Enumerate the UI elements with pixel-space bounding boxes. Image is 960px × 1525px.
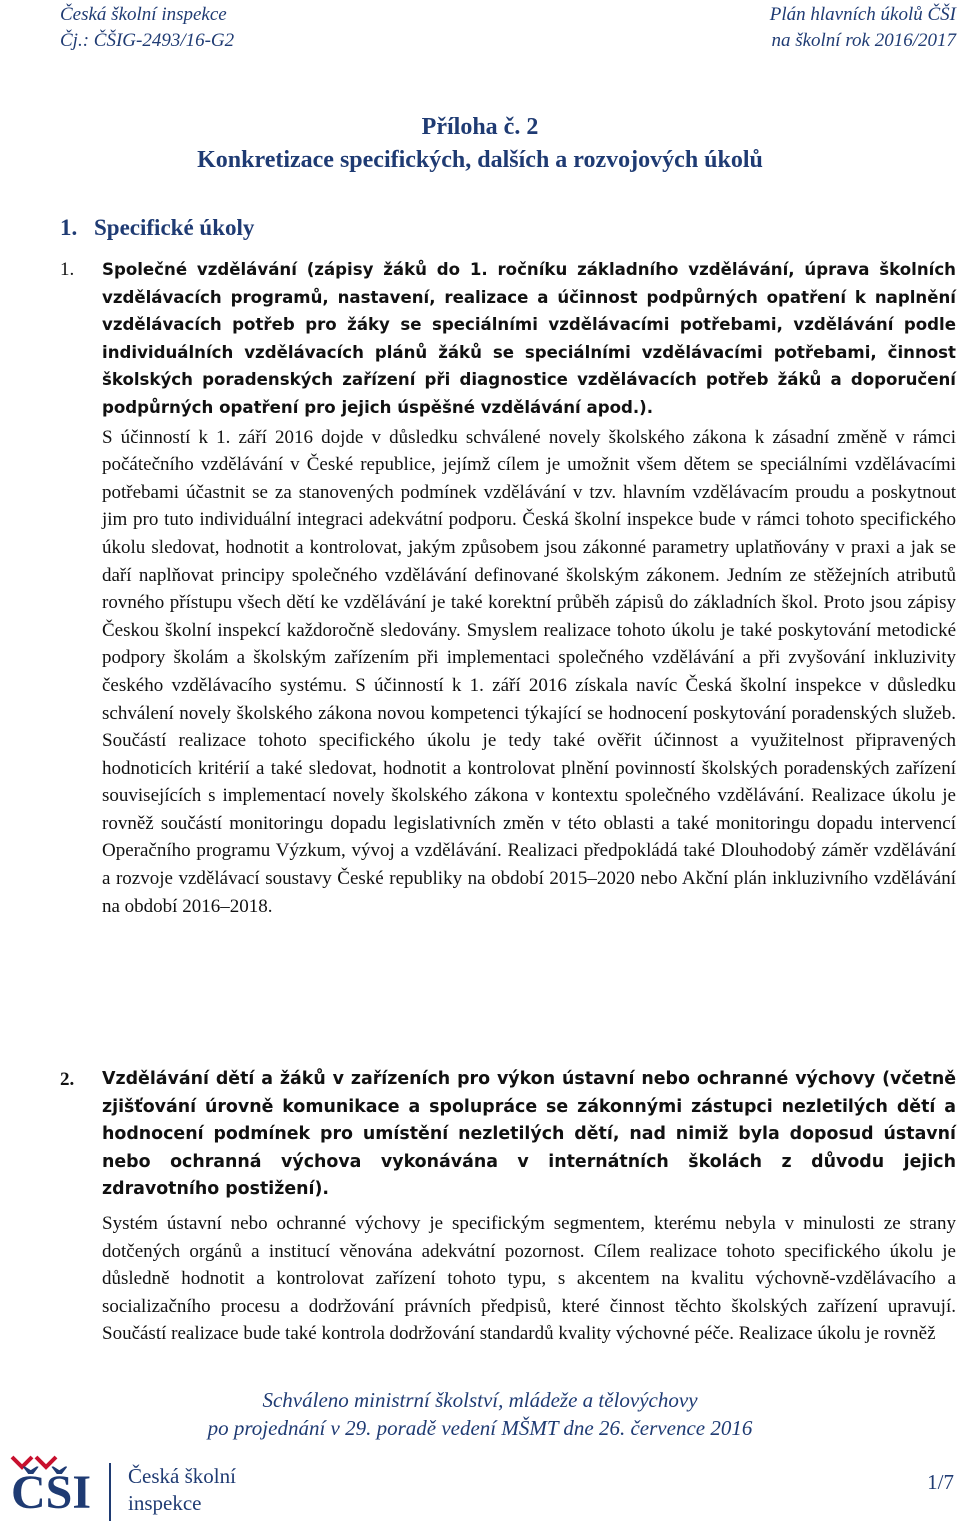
header-right bbox=[770, 2, 956, 54]
csi-logo bbox=[2, 1455, 302, 1523]
logo-letters: ČŠI bbox=[10, 1466, 92, 1519]
page-number: 1/7 bbox=[927, 1470, 954, 1494]
csi-logo-mark bbox=[2, 1455, 100, 1523]
task-item bbox=[60, 1066, 956, 1348]
task-number: 1. bbox=[60, 259, 75, 280]
header-school-year: na školní rok 2016/2017 bbox=[771, 30, 956, 51]
annex-subtitle: Konkretizace specifických, dalších a rozvojových úkolů bbox=[197, 147, 763, 173]
task-text: S účinností k 1. září 2016 dojde v důsledku schválené novely školského zákona k zásadní změně v rámci počátečního vzdělávání v České republice, jejímž cílem je umožnit všem dětem se speciálními vzdělávacími potřebami účastnit se za stanovených podmínek vzdělávání v tzv. hlavním vzdělávacím proudu a poskytnout jim pro tuto individuální integraci adekvátní podporu. Česká školní inspekce bude v rámci tohoto specifického úkolu sledovat, hodnotit a kontrolovat, jakým způsobem jsou zákonné parametry uplatňovány v praxi a jak se daří naplňovat principy společného vzdělávání definované školským zákonem. Jedním ze stěžejních atributů rovného přístupu všech dětí ke vzdělávání je také korektní průběh zápisů do základních škol. Proto jsou zápisy Českou školní inspekcí každoročně sledovány. Smyslem realizace tohoto úkolu je také poskytování metodické podpory školám a školským zařízením při implementaci společného vzdělávání a při zvyšování inkluzivity českého vzdělávacího systému. S účinností k 1. září 2016 získala navíc Česká školní inspekce v důsledku schválení novely školského zákona novou kompetenci týkající se hodnocení poskytování poradenských služeb. Součástí realizace tohoto specifického úkolu je tedy také ověřit účinnost a využitelnost připravených hodnoticích kritérií a také sledovat, hodnotit a kontrolovat plnění povinností školských poradenských zařízení souvisejících s implementací novely školského zákona v kontextu společného vzdělávání. Realizace úkolu je rovněž součástí monitoringu dopadu legislativních změn v této oblasti a také monitoringu dopadu intervencí Operačního programu Výzkum, vývoj a vzdělávání. Realizaci předpokládá také Dlouhodobý záměr vzdělávání a rozvoje vzdělávací soustavy České republiky na období 2015–2020 nebo Akční plán inkluzivního vzdělávání na období 2016–2018. bbox=[102, 426, 956, 917]
section-title: Specifické úkoly bbox=[94, 215, 255, 240]
logo-divider bbox=[109, 1463, 111, 1521]
approval-note bbox=[0, 1386, 960, 1442]
annex-title: Příloha č. 2 bbox=[421, 114, 539, 140]
header-left bbox=[60, 2, 234, 54]
task-body bbox=[102, 256, 956, 920]
logo-name bbox=[128, 1463, 236, 1517]
section-heading bbox=[60, 213, 254, 243]
header-org: Česká školní inspekce bbox=[60, 4, 227, 25]
task-heading: Společné vzdělávání (zápisy žáků do 1. ročníku základního vzdělávání, úprava školních vzdělávacích programů, nastavení, realizace a účinnost podpůrných opatření k naplnění vzdělávacích potřeb pro žáky se speciálními vzdělávacími potřebami, vzdělávání podle individuálních vzdělávacích plánů žáků se speciálními vzdělávacími potřebami, činnost školských poradenských zařízení při diagnostice vzdělávacích potřeb žáků a doporučení podpůrných opatření pro jejich úspěšné vzdělávání apod.). bbox=[102, 260, 956, 417]
logo-name-line-1: Česká školní bbox=[128, 1464, 236, 1488]
task-text: Systém ústavní nebo ochranné výchovy je specifickým segmentem, kterému nebyla v minulosti ze strany dotčených orgánů a institucí věnována adekvátní pozornost. Cílem realizace tohoto specifického úkolu je důsledně hodnotit a kontrolovat zařízení tohoto typu, s akcentem na kvalitu výchovně-vzdělávacího a socializačního procesu a dodržování právních předpisů, které činnost těchto školských zařízení upravují. Součástí realizace bude také kontrola dodržování standardů kvality výchovné péče. Realizace úkolu je rovněž bbox=[102, 1212, 956, 1345]
task-item bbox=[60, 256, 956, 920]
logo-name-line-2: inspekce bbox=[128, 1491, 202, 1515]
header-plan-title: Plán hlavních úkolů ČŠI bbox=[769, 4, 956, 25]
task-number: 2. bbox=[60, 1069, 75, 1090]
approval-line-1: Schváleno ministrní školství, mládeže a tělovýchovy bbox=[262, 1388, 698, 1412]
section-number: 1. bbox=[60, 215, 78, 240]
task-heading: Vzdělávání dětí a žáků v zařízeních pro výkon ústavní nebo ochranné výchovy (včetně zjišťování úrovně komunikace a spolupráce se zákonnými zástupci nezletilých dětí a hodnocení podmínek pro umístění nezletilých dětí, nad nimiž byla doposud ústavní nebo ochranná výchova vykonávána v internátních školách z důvodu jejich zdravotního postižení). bbox=[102, 1069, 956, 1200]
header-ref: Čj.: ČŠIG-2493/16-G2 bbox=[60, 30, 235, 51]
task-body bbox=[102, 1066, 956, 1348]
approval-line-2: po projednání v 29. poradě vedení MŠMT dne 26. července 2016 bbox=[207, 1416, 753, 1440]
